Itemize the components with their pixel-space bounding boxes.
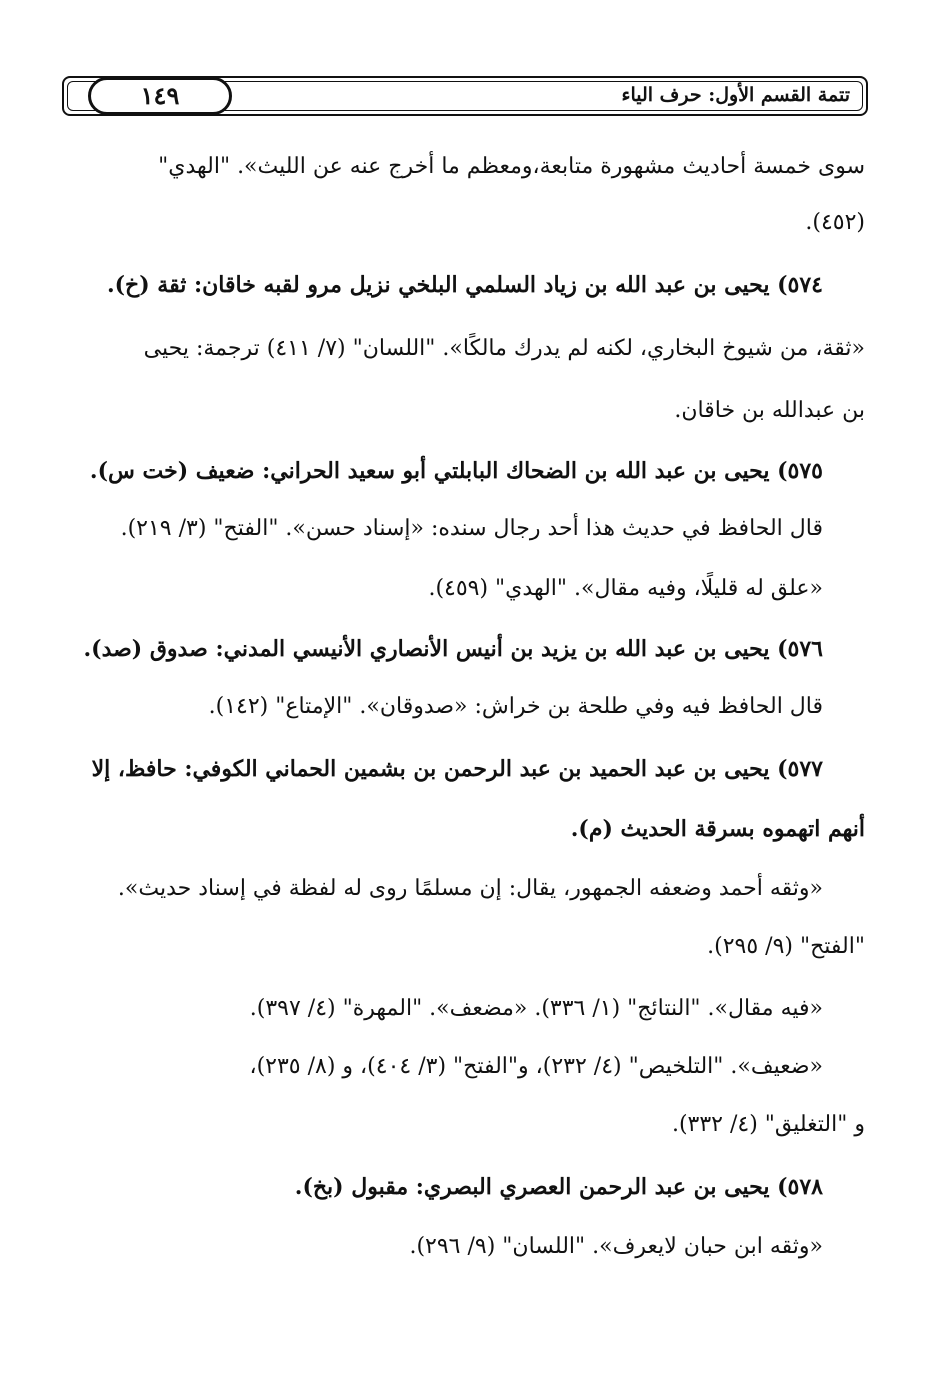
body-line-17: و "التغليق" (٤/ ٣٣٢). <box>671 1112 865 1137</box>
body-line-2: (٤٥٢). <box>805 210 865 235</box>
body-line-13: «وثقه أحمد وضعفه الجمهور، يقال: إن مسلمًا روى له لفظة في إسناد حديث». <box>117 876 823 901</box>
header-title: تتمة القسم الأول: حرف الياء <box>621 84 850 106</box>
body-line-8: «علق له قليلًا، وفيه مقال». "الهدي" (٤٥٩). <box>428 576 823 601</box>
entry-576-heading: ٥٧٦) يحيى بن عبد الله بن يزيد بن أنيس الأنصاري الأنيسي المدني: صدوق (صد). <box>83 636 823 662</box>
body-line-15: «فيه مقال». "النتائج" (١/ ٣٣٦). «مضعف». "المهرة" (٤/ ٣٩٧). <box>249 996 823 1021</box>
entry-577-heading-cont: أنهم اتهموه بسرقة الحديث (م). <box>570 816 865 842</box>
body-line-10: قال الحافظ فيه وفي طلحة بن خراش: «صدوقان». "الإمتاع" (١٤٢). <box>208 694 823 719</box>
body-line-1: سوى خمسة أحاديث مشهورة متابعة،ومعظم ما أخرج عنه عن الليث». "الهدي" <box>158 154 865 179</box>
body-line-4: «ثقة، من شيوخ البخاري، لكنه لم يدرك مالكًا». "اللسان" (٧/ ٤١١) ترجمة: يحيى <box>143 336 865 361</box>
page-header <box>62 76 868 116</box>
body-line-16: «ضعيف». "التلخيص" (٤/ ٢٣٢)، و"الفتح" (٣/ ٤٠٤)، و (٨/ ٢٣٥)، <box>249 1054 823 1079</box>
page-number: ١٤٩ <box>88 77 232 115</box>
body-line-19: «وثقه ابن حبان لايعرف». "اللسان" (٩/ ٢٩٦). <box>409 1234 823 1259</box>
body-line-14: "الفتح" (٩/ ٢٩٥). <box>707 934 865 959</box>
body-line-5: بن عبدالله بن خاقان. <box>674 398 865 423</box>
body-line-7: قال الحافظ في حديث هذا أحد رجال سنده: «إسناد حسن». "الفتح" (٣/ ٢١٩). <box>120 516 823 541</box>
entry-577-heading: ٥٧٧) يحيى بن عبد الحميد بن عبد الرحمن بن بشمين الحماني الكوفي: حافظ، إلا <box>91 756 823 782</box>
entry-578-heading: ٥٧٨) يحيى بن عبد الرحمن العصري البصري: مقبول (بخ). <box>294 1174 823 1200</box>
entry-575-heading: ٥٧٥) يحيى بن عبد الله بن الضحاك البابلتي أبو سعيد الحراني: ضعيف (خت س). <box>89 458 823 484</box>
entry-574-heading: ٥٧٤) يحيى بن عبد الله بن زياد السلمي البلخي نزيل مرو لقبه خاقان: ثقة (خ). <box>106 272 823 298</box>
